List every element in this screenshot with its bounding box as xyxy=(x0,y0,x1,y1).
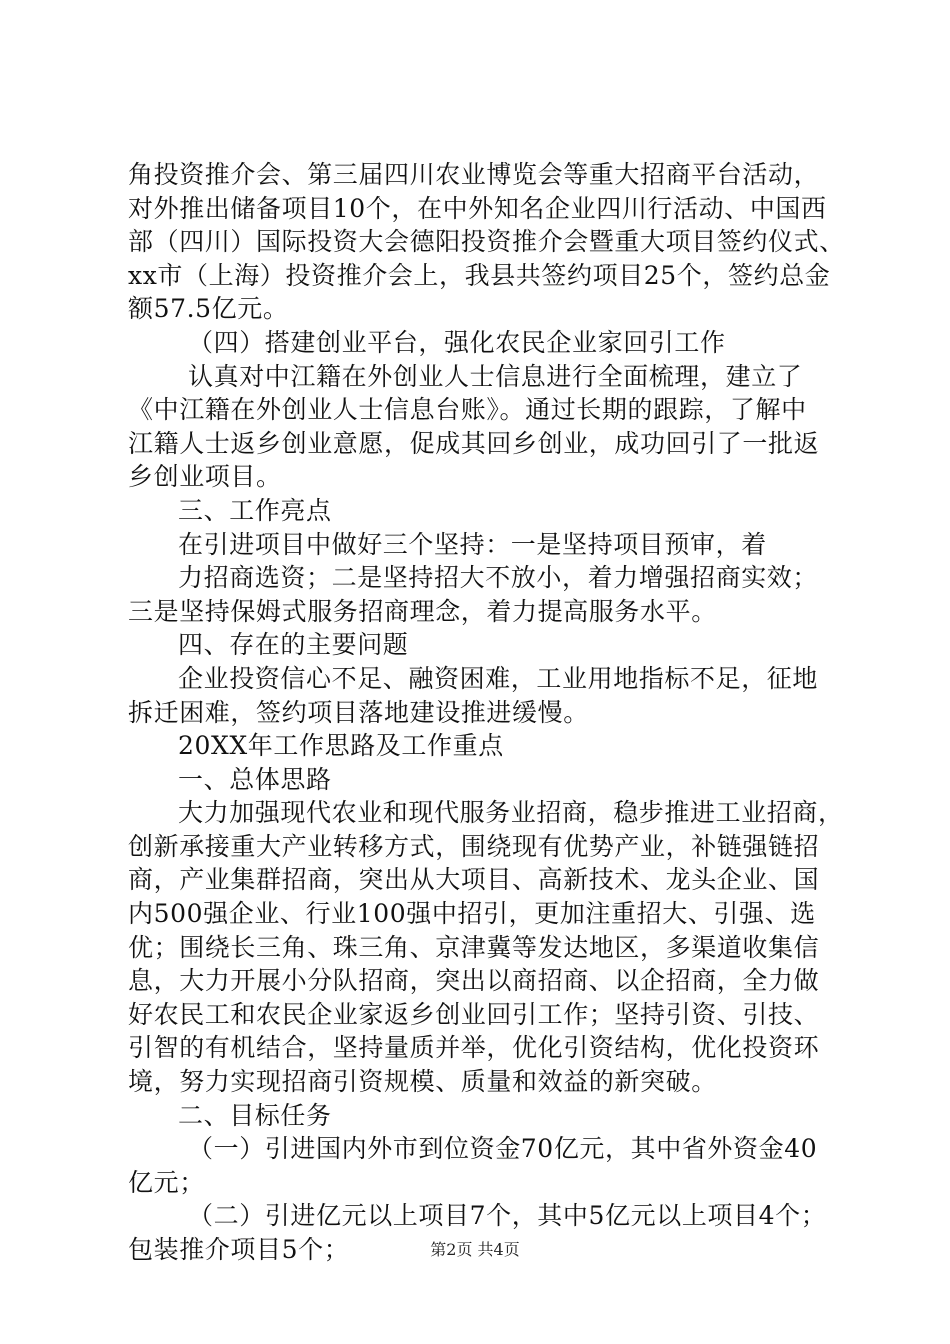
text-line: 力招商选资；二是坚持招大不放小，着力增强招商实效； xyxy=(178,563,819,593)
text-line: 角投资推介会、第三届四川农业博览会等重大招商平台活动， xyxy=(128,160,820,189)
text-line: 江籍人士返乡创业意愿，促成其回乡创业，成功回引了一批返 xyxy=(128,428,820,458)
text-line: 二、目标任务 xyxy=(178,1100,332,1130)
text-line: 部（四川）国际投资大会德阳投资推介会暨重大项目签约仪式、 xyxy=(128,227,845,257)
text-line: xx市（上海）投资推介会上，我县共签约项目25个，签约总金 xyxy=(128,260,831,290)
text-line: 在引进项目中做好三个坚持：一是坚持项目预审，着 xyxy=(178,529,767,559)
text-line: 亿元； xyxy=(128,1167,205,1197)
text-line: （二）引进亿元以上项目7个，其中5亿元以上项目4个； xyxy=(188,1201,827,1231)
text-line: 三是坚持保姆式服务招商理念，着力提高服务水平。 xyxy=(128,596,717,626)
text-line: 大力加强现代农业和现代服务业招商，稳步推进工业招商， xyxy=(178,798,844,828)
text-line: 息，大力开展小分队招商，突出以商招商、以企招商，全力做 xyxy=(128,966,820,996)
text-line: 商，产业集群招商，突出从大项目、高新技术、龙头企业、国 xyxy=(128,865,820,895)
text-line: 企业投资信心不足、融资困难，工业用地指标不足，征地 xyxy=(178,663,819,693)
text-line: 引智的有机结合，坚持量质并举，优化引资结构，优化投资环 xyxy=(128,1033,820,1063)
text-line: 一、总体思路 xyxy=(178,764,332,794)
text-line: 创新承接重大产业转移方式，围绕现有优势产业，补链强链招 xyxy=(128,831,820,861)
text-line: 三、工作亮点 xyxy=(178,495,332,525)
text-line: 四、存在的主要问题 xyxy=(178,630,409,660)
text-line: （四）搭建创业平台，强化农民企业家回引工作 xyxy=(188,327,726,357)
page-footer: 第2页 共4页 xyxy=(430,1240,520,1259)
text-line: 额57.5亿元。 xyxy=(128,294,289,324)
text-line: 乡创业项目。 xyxy=(128,462,282,492)
text-line: 好农民工和农民企业家返乡创业回引工作；坚持引资、引技、 xyxy=(128,999,820,1029)
text-line: 对外推出储备项目10个，在中外知名企业四川行活动、中国西 xyxy=(128,193,827,223)
document-body xyxy=(128,158,845,1267)
text-line: 20XX年工作思路及工作重点 xyxy=(178,731,504,761)
text-line: 拆迁困难，签约项目落地建设推进缓慢。 xyxy=(128,697,589,727)
text-line: （一）引进国内外市到位资金70亿元，其中省外资金40 xyxy=(188,1134,818,1164)
text-line: 优；围绕长三角、珠三角、京津冀等发达地区，多渠道收集信 xyxy=(128,932,820,962)
text-line: 认真对中江籍在外创业人士信息进行全面梳理，建立了 xyxy=(188,361,803,391)
text-line: 包装推介项目5个； xyxy=(128,1235,350,1264)
text-line: 境，努力实现招商引资规模、质量和效益的新突破。 xyxy=(128,1067,717,1097)
text-line: 《中江籍在外创业人士信息台账》。通过长期的跟踪，了解中 xyxy=(128,395,807,425)
text-line: 内500强企业、行业100强中招引，更加注重招大、引强、选 xyxy=(128,899,816,929)
